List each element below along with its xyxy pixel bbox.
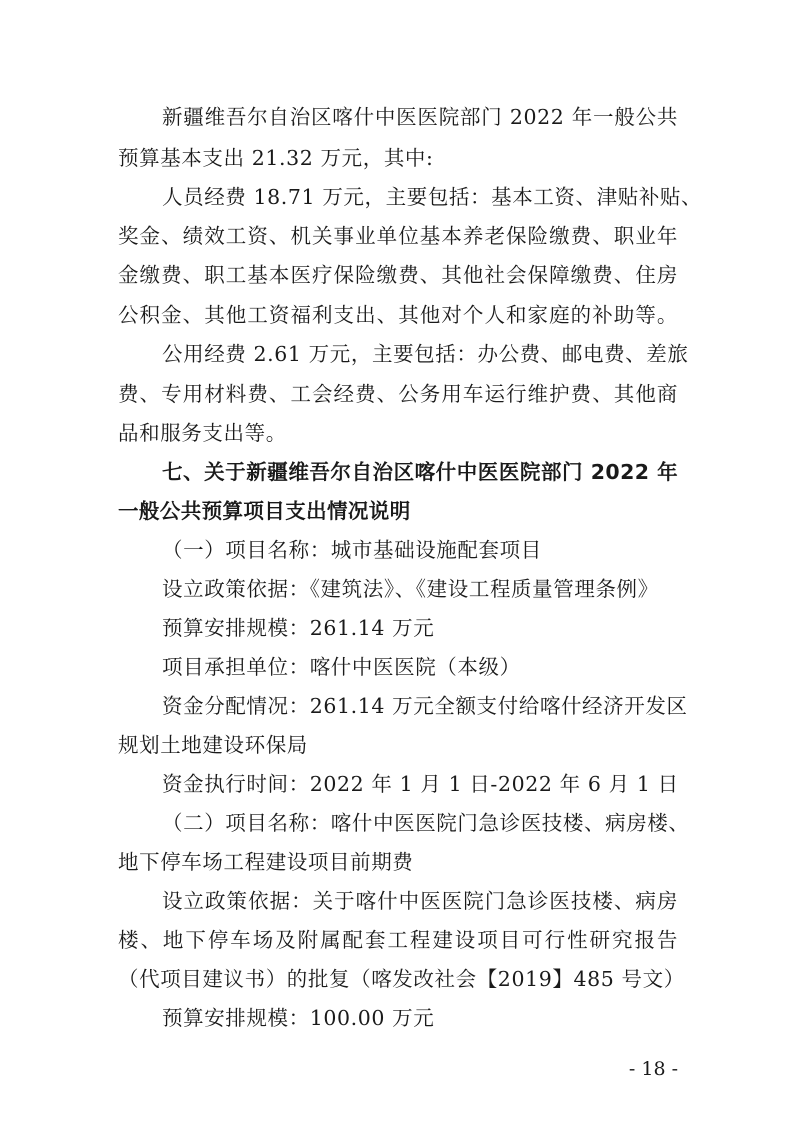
para-personnel-line3: 金缴费、职工基本医疗保险缴费、其他社会保障缴费、住房 — [118, 263, 678, 287]
section-heading-7-line2: 一般公共预算项目支出情况说明 — [118, 499, 411, 523]
para-public-line3: 品和服务支出等。 — [118, 421, 287, 445]
item1-execution-time: 资金执行时间：2022 年 1 月 1 日-2022 年 6 月 1 日 — [162, 772, 679, 796]
item2-policy-basis-line3: （代项目建议书）的批复（喀发改社会【2019】485 号文） — [118, 967, 685, 991]
item1-budget-scale: 预算安排规模：261.14 万元 — [162, 616, 435, 640]
para-basic-expenditure-line2: 预算基本支出 21.32 万元，其中: — [118, 146, 434, 170]
item2-name-line2: 地下停车场工程建设项目前期费 — [118, 850, 414, 874]
item1-allocation-line1: 资金分配情况：261.14 万元全额支付给喀什经济开发区 — [162, 694, 688, 718]
item1-name: （一）项目名称：城市基础设施配套项目 — [162, 538, 542, 562]
para-public-line1: 公用经费 2.61 万元，主要包括：办公费、邮电费、差旅 — [162, 342, 689, 366]
para-personnel-line2: 奖金、绩效工资、机关事业单位基本养老保险缴费、职业年 — [118, 224, 678, 248]
section-heading-7-line1: 七、关于新疆维吾尔自治区喀什中医医院部门 2022 年 — [162, 460, 678, 484]
item2-name-line1: （二）项目名称：喀什中医医院门急诊医技楼、病房楼、 — [162, 811, 690, 835]
para-basic-expenditure-line1: 新疆维吾尔自治区喀什中医医院部门 2022 年一般公共 — [162, 105, 678, 129]
item2-policy-basis-line2: 楼、地下停车场及附属配套工程建设项目可行性研究报告 — [118, 928, 678, 952]
item1-allocation-line2: 规划土地建设环保局 — [118, 733, 308, 757]
item1-policy-basis: 设立政策依据：《建筑法》、《建设工程质量管理条例》 — [162, 577, 659, 601]
para-public-line2: 费、专用材料费、工会经费、公务用车运行维护费、其他商 — [118, 382, 678, 406]
item1-responsible-unit: 项目承担单位：喀什中医医院（本级） — [162, 655, 521, 679]
page-number: - 18 - — [628, 1058, 678, 1080]
item2-budget-scale: 预算安排规模：100.00 万元 — [162, 1006, 435, 1030]
para-personnel-line1: 人员经费 18.71 万元，主要包括：基本工资、津贴补贴、 — [162, 185, 703, 209]
para-personnel-line4: 公积金、其他工资福利支出、其他对个人和家庭的补助等。 — [118, 303, 678, 327]
item2-policy-basis-line1: 设立政策依据：关于喀什中医医院门急诊医技楼、病房 — [162, 889, 678, 913]
